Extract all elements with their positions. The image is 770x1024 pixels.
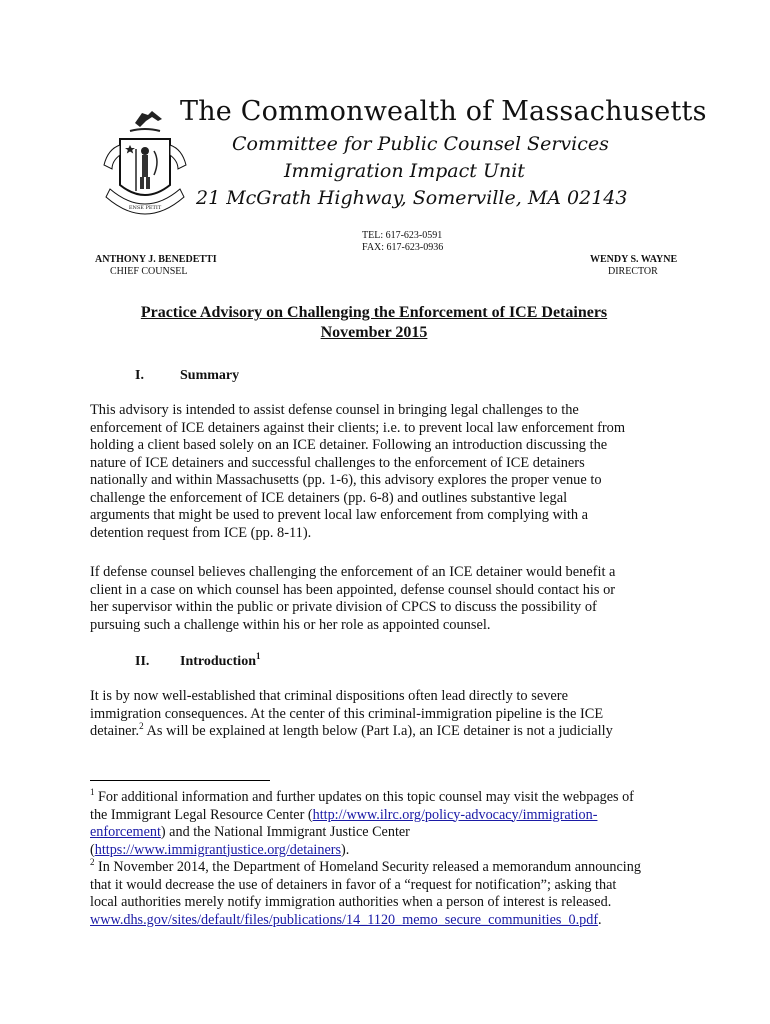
commonwealth-seal-icon xyxy=(100,105,190,235)
dhs-memo-link[interactable]: www.dhs.gov/sites/default/files/publications/14_1120_memo_secure_communities_0.pdf xyxy=(90,911,599,928)
section-number: II. xyxy=(135,654,150,669)
section-heading: Introduction$^1$ xyxy=(180,651,261,669)
advisory-date: November 2015 xyxy=(320,324,428,341)
section-number: I. xyxy=(135,368,144,383)
footnote-divider xyxy=(90,780,270,781)
address: 21 McGrath Highway, Somerville, MA 02143 xyxy=(196,187,628,209)
introduction-paragraph: It is by now well-established that criminal dispositions often lead directly to severe immigration consequences. At the center of this criminal-immigration pipeline is the ICE detainer.$^2$ As will be explained at length below (Part I.a), an ICE detainer is not a judicially xyxy=(90,688,613,739)
footnote-1: $^1$ For additional information and further updates on this topic counsel may visit the webpages of the Immigrant Legal Resource Center (http://www.ilrc.org/policy-advocacy/immigration- enforcement) and the National Immigrant Justice Center (https://www.immigrantjustice.org/detainers). xyxy=(90,787,634,858)
fax-number: FAX: 617-623-0936 xyxy=(362,242,444,253)
org-title: The Commonwealth of Massachusetts xyxy=(180,96,707,127)
unit-name: Immigration Impact Unit xyxy=(284,160,525,182)
footnote-2: $^2$ In November 2014, the Department of Homeland Security released a memorandum announcing that it would decrease the use of detainers in favor of a “request for notification”; asking that local authorities merely notify immigration authorities when a person of interest is released. www.dhs.gov/sites/default/files/publications/14_1120_memo_secure_communities_0.pdf. xyxy=(90,857,641,928)
chief-counsel-name: ANTHONY J. BENEDETTI xyxy=(95,254,217,265)
advisory-title: Practice Advisory on Challenging the Enforcement of ICE Detainers xyxy=(140,304,608,321)
summary-paragraph-2: If defense counsel believes challenging the enforcement of an ICE detainer would benefit a client in a case on which counsel has been appointed, defense counsel should contact his or her supervisor within the public or private division of CPCS to discuss the possibility of pursuing such a challenge within his or her role as appointed counsel. xyxy=(90,564,616,633)
ilrc-link-cont[interactable]: enforcement xyxy=(90,824,161,840)
ilrc-link[interactable]: http://www.ilrc.org/policy-advocacy/immigration- xyxy=(312,806,598,823)
summary-paragraph-1: This advisory is intended to assist defense counsel in bringing legal challenges to the enforcement of ICE detainers against their clients; i.e. to prevent local law enforcement from holding a client based solely on an ICE detainer. Following an introduction discussing the nature of ICE detainers and successful challenges to the enforcement of ICE detainers nationally and within Massachusetts (pp. 1-6), this advisory explores the proper venue to challenge the enforcement of ICE detainers (pp. 6-8) and outlines substantive legal arguments that might be used to prevent local law enforcement from complying with a detention request from ICE (pp. 8-11). xyxy=(90,402,626,541)
nijc-link[interactable]: https://www.immigrantjustice.org/detainers xyxy=(94,841,342,858)
section-heading: Summary xyxy=(180,368,240,383)
director-title: DIRECTOR xyxy=(608,266,658,277)
chief-counsel-title: CHIEF COUNSEL xyxy=(110,266,188,277)
committee-name: Committee for Public Counsel Services xyxy=(232,133,609,155)
svg-text:ENSE PETIT: ENSE PETIT xyxy=(128,205,162,211)
tel-number: TEL: 617-623-0591 xyxy=(362,230,443,241)
director-name: WENDY S. WAYNE xyxy=(590,254,678,265)
